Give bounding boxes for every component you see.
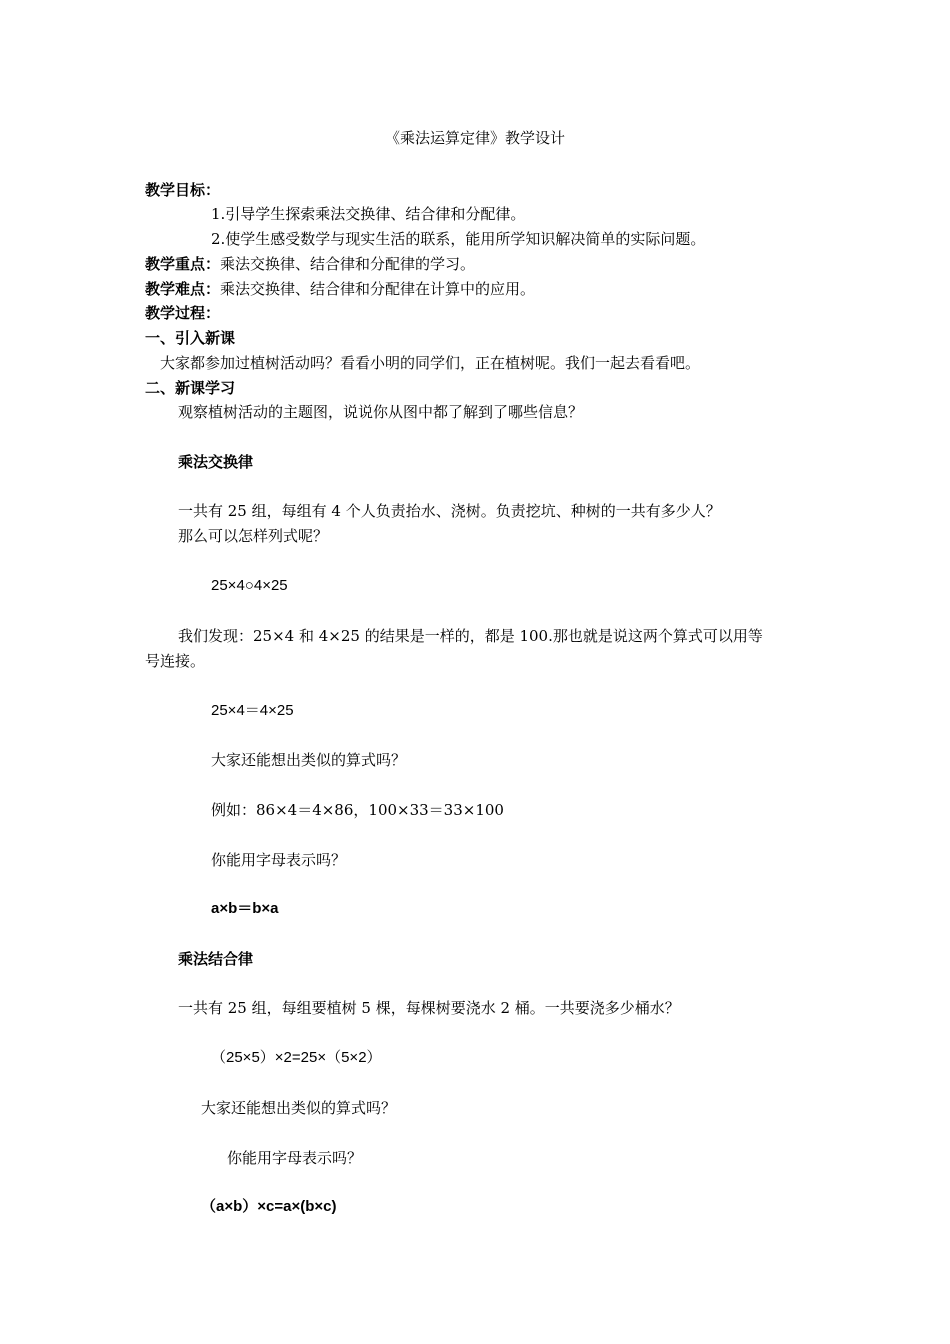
commutative-problem: 一共有 25 组，每组有 4 个人负责抬水、浇树。负责挖坑、种树的一共有多少人？	[178, 502, 721, 520]
difficulty-text: 乘法交换律、结合律和分配律在计算中的应用。	[220, 280, 536, 298]
difficulty-line	[145, 279, 535, 299]
objective-item-2: 2.使学生感受数学与现实生活的联系，能用所学知识解决简单的实际问题。	[211, 230, 706, 248]
key-point-text: 乘法交换律、结合律和分配律的学习。	[220, 255, 476, 273]
objectives-label: 教学目标：	[145, 181, 221, 199]
commutative-finding-line1: 我们发现：25×4 和 4×25 的结果是一样的，都是 100.那也就是说这两个算式可以用等	[178, 627, 763, 645]
associative-prompt-letters: 你能用字母表示吗？	[227, 1149, 363, 1167]
section1-heading: 一、引入新课	[145, 329, 236, 347]
associative-heading: 乘法结合律	[178, 950, 254, 968]
section2-intro: 观察植树活动的主题图，说说你从图中都了解到了哪些信息？	[178, 403, 584, 421]
key-point-line	[145, 254, 475, 274]
section2-heading: 二、新课学习	[145, 379, 236, 397]
commutative-prompt-similar: 大家还能想出类似的算式吗？	[211, 751, 407, 769]
associative-formula: （a×b）×c=a×(b×c)	[201, 1198, 337, 1215]
document-title: 《乘法运算定律》教学设计	[384, 129, 565, 147]
process-label: 教学过程：	[145, 304, 221, 322]
commutative-example: 例如：86×4＝4×86，100×33＝33×100	[211, 801, 504, 819]
commutative-formula: a×b＝b×a	[211, 900, 279, 917]
commutative-compare: 25×4○4×25	[211, 577, 288, 594]
key-point-label: 教学重点：	[145, 255, 221, 273]
objective-item-1: 1.引导学生探索乘法交换律、结合律和分配律。	[211, 205, 526, 223]
associative-prompt-similar: 大家还能想出类似的算式吗？	[201, 1099, 397, 1117]
commutative-finding-line2: 号连接。	[145, 652, 206, 670]
associative-equation: （25×5）×2=25×（5×2）	[211, 1049, 382, 1066]
commutative-heading: 乘法交换律	[178, 453, 254, 471]
difficulty-label: 教学难点：	[145, 280, 221, 298]
commutative-prompt-letters: 你能用字母表示吗？	[211, 851, 347, 869]
commutative-question: 那么可以怎样列式呢？	[178, 527, 329, 545]
associative-problem: 一共有 25 组，每组要植树 5 棵，每棵树要浇水 2 桶。一共要浇多少桶水？	[178, 999, 680, 1017]
commutative-equation: 25×4＝4×25	[211, 702, 294, 719]
section1-text: 大家都参加过植树活动吗？看看小明的同学们，正在植树呢。我们一起去看看吧。	[160, 354, 701, 372]
